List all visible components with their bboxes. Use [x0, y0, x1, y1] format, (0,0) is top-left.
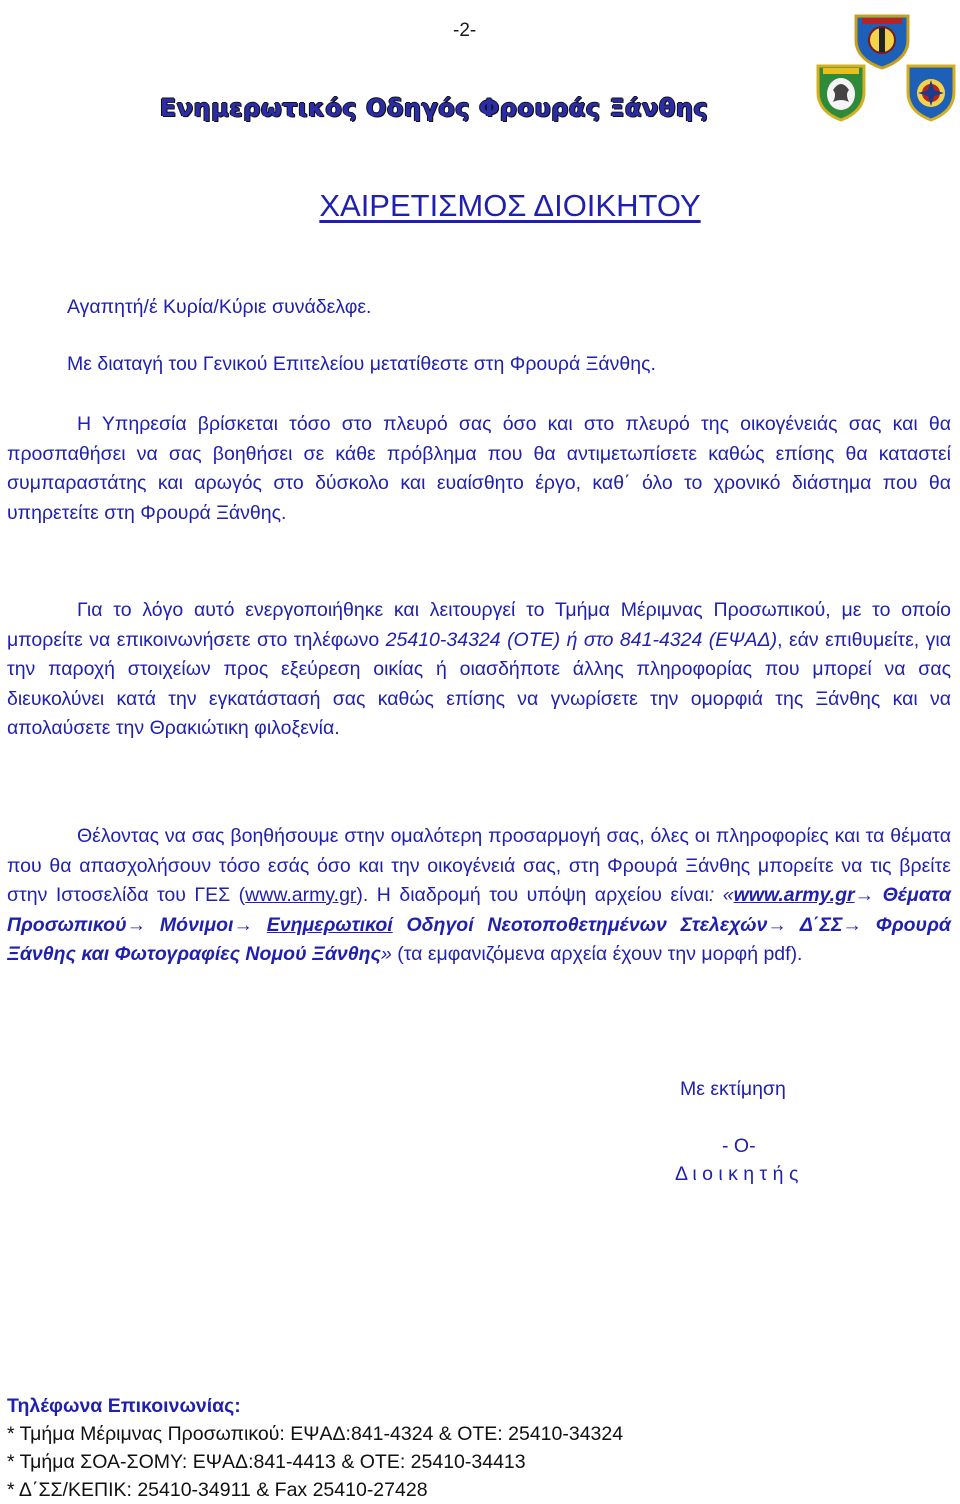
division-emblem-icon: [905, 60, 957, 122]
brigade-eagle-emblem-icon: [815, 60, 867, 122]
greeting-line: Αγαπητή/έ Κυρία/Κύριε συνάδελφε.: [67, 296, 372, 318]
path-site-link[interactable]: www.army.gr: [733, 884, 855, 906]
army-website-link[interactable]: www.army.gr: [245, 884, 357, 906]
page-number: -2-: [453, 20, 477, 41]
intro-line: Με διαταγή του Γενικού Επιτελείου μετατίθεστε στη Φρουρά Ξάνθης.: [67, 353, 656, 375]
arrow-right-icon: →: [233, 913, 253, 936]
arrow-right-icon: →: [767, 913, 787, 936]
signature-role: Δ ι ο ι κ η τ ή ς: [675, 1163, 799, 1185]
paragraph-service-support: Η Υπηρεσία βρίσκεται τόσο στο πλευρό σας όσο και στο πλευρό της οικογένειάς σας και θα προσπαθήσει να σας βοηθήσει σε κάθε πρόβλημα που θα αντιμετωπίσετε καθώς επίσης θα καταστεί συμπαραστάτης και αρωγός στο δύσκολο και ευαίσθητο έργο, καθ΄ όλο το χρονικό διάστημα που θα υπηρετείτε στη Φρουρά Ξάνθης.: [7, 413, 951, 524]
contact-item: * Δ΄ΣΣ/ΚΕΠΙΚ: 25410-34911 & Fax 25410-27428: [7, 1479, 428, 1501]
phone-numbers-text: 25410-34324 (ΟΤΕ) ή στο 841-4324 (ΕΨΑΔ): [385, 628, 778, 651]
arrow-right-icon: →: [854, 884, 875, 906]
arrow-right-icon: →: [126, 913, 147, 936]
contacts-section: [7, 1392, 623, 1504]
closing-regards: Με εκτίμηση: [680, 1078, 786, 1100]
arrow-right-icon: →: [842, 913, 862, 936]
page-title: ΧΑΙΡΕΤΙΣΜΟΣ ΔΙΟΙΚΗΤΟΥ: [319, 188, 701, 223]
guide-banner-title: Ενημερωτικός Οδηγός Φρουράς Ξάνθης: [159, 94, 709, 122]
contact-item: * Τμήμα ΣΟΑ-ΣΟΜΥ: ΕΨΑΔ:841-4413 & ΟΤΕ: 25410-34413: [7, 1451, 526, 1473]
paragraph-website-info: Θέλοντας να σας βοηθήσουμε στην ομαλότερη προσαρμογή σας, όλες οι πληροφορίες και τα θέματα που θα απασχολήσουν τόσο εσάς όσο και την οικογένειά σας, στη Φρουρά Ξάνθης μπορείτε να τις βρείτε στην Ιστοσελίδα του ΓΕΣ (www.army.gr). Η διαδρομή του υπόψη αρχείου είναι: «www.army.gr→ Θέματα Προσωπικού→ Μόνιμοι→ Ενημερωτικοί Οδηγοί Νεοτοποθετημένων Στελεχών→ Δ΄ΣΣ→ Φρουρά Ξάνθης και Φωτογραφίες Νομού Ξάνθης» (τα εμφανιζόμενα αρχεία έχουν την μορφή pdf).: [7, 825, 951, 965]
contacts-heading: Τηλέφωνα Επικοινωνίας:: [7, 1395, 241, 1417]
signature-name: - Ο-: [722, 1135, 756, 1157]
paragraph-personnel-care: Για το λόγο αυτό ενεργοποιήθηκε και λειτουργεί το Τμήμα Μέριμνας Προσωπικού, με το οποίο μπορείτε να επικοινωνήσετε στο τηλέφωνο 25410-34324 (ΟΤΕ) ή στο 841-4324 (ΕΨΑΔ), εάν επιθυμείτε, για την παροχή στοιχείων προς εξεύρεση οικίας ή οιασδήποτε άλλης πληροφορίας που μπορεί να σας διευκολύνει κατά την εγκατάστασή σας καθώς επίσης να γνωρίσετε την ομορφιά της Ξάνθης και να απολαύσετε την Θρακιώτικη φιλοξενία.: [7, 599, 951, 739]
contact-item: * Τμήμα Μέριμνας Προσωπικού: ΕΨΑΔ:841-4324 & ΟΤΕ: 25410-34324: [7, 1423, 624, 1445]
